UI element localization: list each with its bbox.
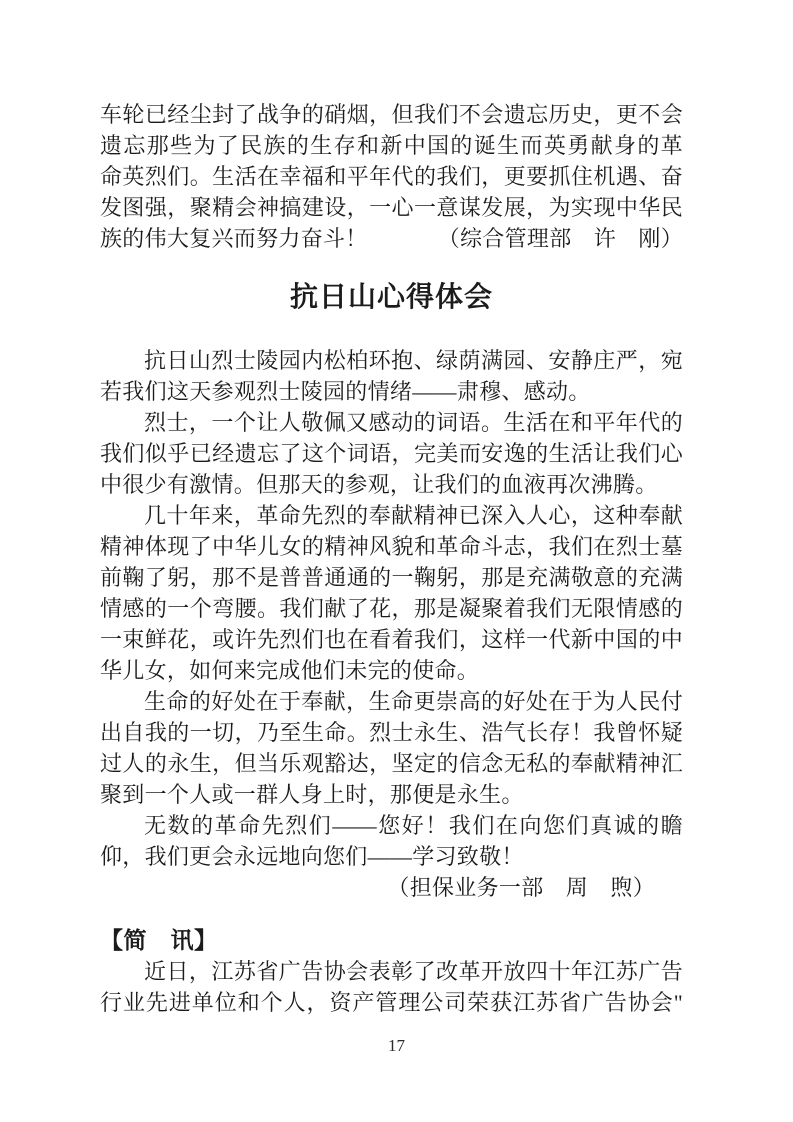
text-line: 过人的永生，但当乐观豁达，坚定的信念无私的奉献精神汇 (100, 751, 683, 776)
text-line: 发图强，聚精会神搞建设，一心一意谋发展，为实现中华民 (100, 195, 683, 220)
previous-article-last-text: 族的伟大复兴而努力奋斗！ (100, 226, 368, 251)
article-author-signature: （担保业务一部 周 煦） (387, 875, 655, 900)
previous-article-author-signature: （综合管理部 许 刚） (437, 226, 683, 251)
briefs-section-header: 【简 讯】 (100, 927, 218, 953)
text-line: 情感的一个弯腰。我们献了花，那是凝聚着我们无限情感的 (100, 596, 683, 621)
text-line: 前鞠了躬，那不是普普通通的一鞠躬，那是充满敬意的充满 (100, 565, 683, 590)
text-line: 近日，江苏省广告协会表彰了改革开放四十年江苏广告 (144, 959, 683, 984)
previous-article-continuation (100, 99, 683, 254)
briefs-body (100, 956, 683, 1018)
text-line: 仰，我们更会永远地向您们——学习致敬！ (100, 844, 524, 869)
text-line: 遗忘那些为了民族的生存和新中国的诞生而英勇献身的革 (100, 133, 683, 158)
text-line: 车轮已经尘封了战争的硝烟，但我们不会遗忘历史，更不会 (100, 102, 683, 127)
text-line: 精神体现了中华儿女的精神风貌和革命斗志，我们在烈士墓 (100, 534, 683, 559)
text-line: 出自我的一切，乃至生命。烈士永生、浩气长存！我曾怀疑 (100, 720, 683, 745)
text-line: 华儿女，如何来完成他们未完的使命。 (100, 658, 480, 683)
text-line: 中很少有激情。但那天的参观，让我们的血液再次沸腾。 (100, 472, 658, 497)
page-number: 17 (388, 1036, 405, 1055)
text-line: 若我们这天参观烈士陵园的情绪——肃穆、感动。 (100, 379, 591, 404)
text-line: 一束鲜花，或许先烈们也在看着我们，这样一代新中国的中 (100, 627, 683, 652)
previous-article-body (100, 99, 683, 223)
text-line: 聚到一个人或一群人身上时，那便是永生。 (100, 782, 524, 807)
text-line: 烈士，一个让人敬佩又感动的词语。生活在和平年代的 (144, 410, 683, 435)
previous-article-last-line (100, 223, 683, 254)
text-line: 生命的好处在于奉献，生命更崇高的好处在于为人民付 (144, 689, 683, 714)
article-body (100, 345, 683, 872)
text-line: 无数的革命先烈们——您好！我们在向您们真诚的瞻 (144, 813, 683, 838)
text-line: 行业先进单位和个人，资产管理公司荣获江苏省广告协会" (100, 990, 683, 1015)
text-line: 几十年来，革命先烈的奉献精神已深入人心，这种奉献 (144, 503, 683, 528)
text-line: 抗日山烈士陵园内松柏环抱、绿荫满园、安静庄严，宛 (144, 348, 683, 373)
article-title: 抗日山心得体会 (289, 281, 493, 312)
text-line: 我们似乎已经遗忘了这个词语，完美而安逸的生活让我们心 (100, 441, 683, 466)
text-line: 命英烈们。生活在幸福和平年代的我们，更要抓住机遇、奋 (100, 164, 683, 189)
